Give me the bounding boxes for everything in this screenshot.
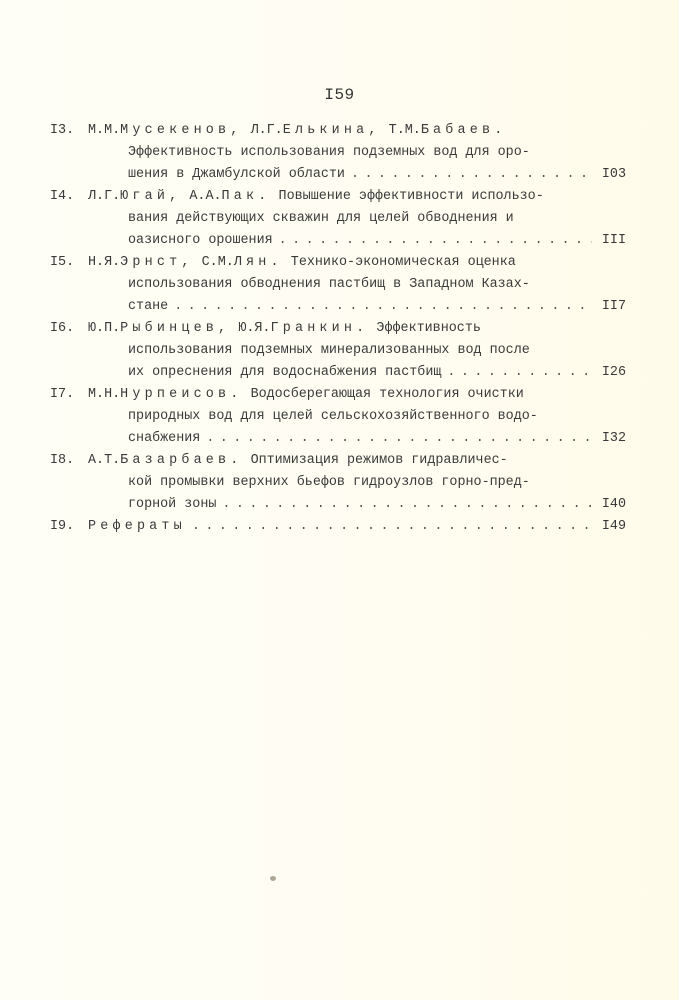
entry-number: I8.	[50, 453, 75, 468]
dot-leader	[174, 296, 592, 318]
entry-title-line: оазисного орошения . . . III	[50, 230, 626, 252]
entry-title-line: снабжения . . . I32	[50, 428, 626, 450]
author: Ю.П.Рыбинцев,	[88, 321, 231, 336]
author: Т.М.Бабаев.	[388, 123, 507, 138]
toc-entry-header	[50, 516, 626, 538]
toc-entry-header	[50, 252, 626, 274]
toc-entry-header	[50, 186, 626, 208]
author: Л.Г.Елькина,	[250, 123, 381, 138]
entry-title-line: природных вод для целей сельскохозяйственного водо-	[128, 409, 538, 424]
entry-title-line: их опреснения для водоснабжения пастбищ . . . I26	[50, 362, 626, 384]
paper-speck	[270, 876, 276, 881]
author: М.Н.Нурпеисов.	[88, 387, 243, 402]
entry-title: Водосберегающая технология очистки	[250, 387, 524, 402]
author: Ю.Я.Гранкин.	[238, 321, 369, 336]
entry-page: III	[601, 233, 626, 248]
entry-number: I3.	[50, 123, 75, 138]
dot-leader	[206, 428, 592, 450]
toc-entry-header	[50, 384, 626, 406]
entry-title-line: использования обводнения пастбищ в Западном Казах-	[128, 277, 530, 292]
dot-leader	[279, 230, 592, 252]
toc-entry-14	[50, 186, 626, 252]
toc-entry-header	[50, 450, 626, 472]
toc-entry-16	[50, 318, 626, 384]
entry-page: I26	[601, 365, 626, 380]
dot-leader	[447, 362, 592, 384]
entry-title-line: вания действующих скважин для целей обводнения и	[128, 211, 514, 226]
entry-number: I9.	[50, 519, 75, 534]
dot-leader	[192, 516, 592, 538]
entry-title-line: шения в Джамбулской области . . . I03	[50, 164, 626, 186]
entry-title-line: горной зоны . . . I40	[50, 494, 626, 516]
author: А.Т.Базарбаев.	[88, 453, 243, 468]
table-of-contents	[50, 120, 626, 538]
dot-leader	[351, 164, 592, 186]
entry-page: I03	[601, 167, 626, 182]
entry-title: Технико-экономическая оценка	[290, 255, 516, 270]
dot-leader	[222, 494, 592, 516]
entry-number: I6.	[50, 321, 75, 336]
entry-title-line: кой промывки верхних бьефов гидроузлов горно-пред-	[128, 475, 530, 490]
toc-entry-19	[50, 516, 626, 538]
toc-entry-18	[50, 450, 626, 516]
toc-entry-13	[50, 120, 626, 186]
page-number: I59	[324, 86, 355, 104]
entry-title-line: стане . . . II7	[50, 296, 626, 318]
entry-page: I49	[601, 519, 626, 534]
entry-title-line: Эффективность использования подземных вод для оро-	[128, 145, 530, 160]
entry-title: Рефераты	[88, 519, 186, 534]
entry-title: Оптимизация режимов гидравличес-	[250, 453, 508, 468]
entry-number: I4.	[50, 189, 75, 204]
toc-entry-17	[50, 384, 626, 450]
entry-title: Повышение эффективности использо-	[278, 189, 544, 204]
author: М.М.Мусекенов,	[88, 123, 243, 138]
author: Л.Г.Югай,	[88, 189, 182, 204]
author: Н.Я.Эрнст,	[88, 255, 194, 270]
entry-page: II7	[601, 299, 626, 314]
author: А.А.Пак.	[189, 189, 271, 204]
toc-entry-15	[50, 252, 626, 318]
entry-page: I32	[601, 431, 626, 446]
entry-number: I5.	[50, 255, 75, 270]
entry-title: Эффективность	[376, 321, 481, 336]
author: С.М.Лян.	[201, 255, 283, 270]
entry-page: I40	[601, 497, 626, 512]
entry-title-line: использования подземных минерализованных вод после	[128, 343, 530, 358]
toc-entry-header	[50, 120, 626, 142]
entry-number: I7.	[50, 387, 75, 402]
toc-entry-header	[50, 318, 626, 340]
